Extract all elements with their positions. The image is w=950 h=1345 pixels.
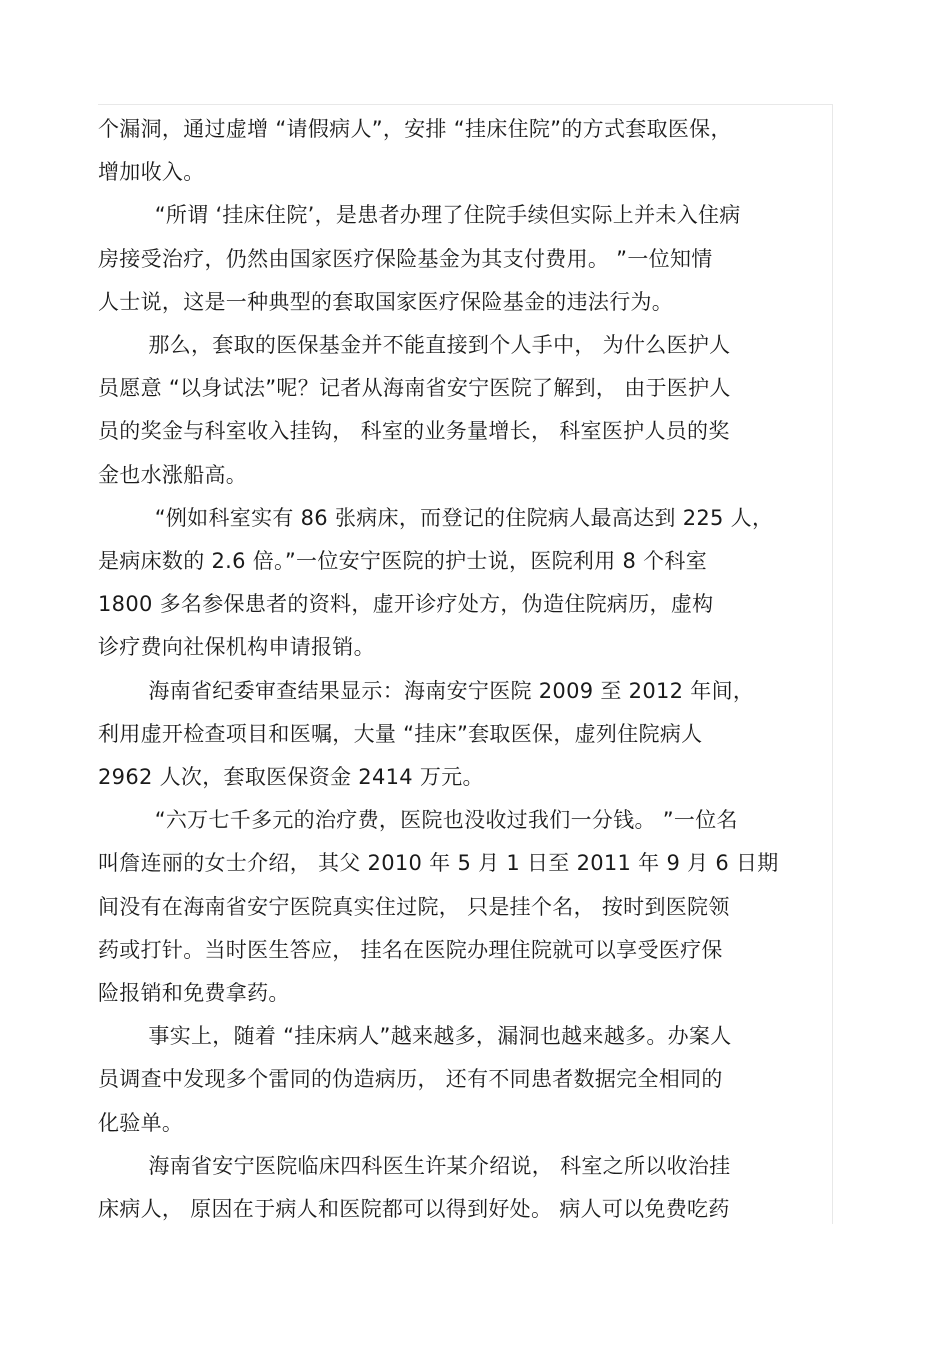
text-line: 海南省纪委审查结果显示：海南安宁医院 2009 至 2012 年间， bbox=[148, 678, 755, 703]
text-line: 那么，套取的医保基金并不能直接到个人手中， 为什么医护人 bbox=[148, 333, 731, 358]
text-line: 人士说，这是一种典型的套取国家医疗保险基金的违法行为。 bbox=[98, 289, 674, 314]
text-line: 叫詹连丽的女士介绍， 其父 2010 年 5 月 1 日至 2011 年 9 月 6 日期 bbox=[98, 851, 779, 876]
text-line: “所谓 ‘挂床住院’，是患者办理了住院手续但实际上并未入住病 bbox=[154, 203, 741, 228]
text-line: 员愿意 “以身试法”呢？记者从海南省安宁医院了解到， 由于医护人 bbox=[98, 376, 731, 401]
text-line: 员的奖金与科室收入挂钩， 科室的业务量增长， 科室医护人员的奖 bbox=[98, 419, 730, 444]
text-line: 海南省安宁医院临床四科医生许某介绍说， 科室之所以收治挂 bbox=[148, 1153, 731, 1178]
text-line: 员调查中发现多个雷同的伪造病历， 还有不同患者数据完全相同的 bbox=[98, 1067, 723, 1092]
text-line: 化验单。 bbox=[98, 1110, 184, 1135]
text-line: 险报销和免费拿药。 bbox=[98, 981, 290, 1006]
text-line: 增加收入。 bbox=[98, 160, 205, 185]
text-line: 诊疗费向社保机构申请报销。 bbox=[98, 635, 375, 660]
document-body bbox=[98, 108, 833, 1231]
text-line: 间没有在海南省安宁医院真实住过院， 只是挂个名， 按时到医院领 bbox=[98, 894, 730, 919]
text-line: 房接受治疗，仍然由国家医疗保险基金为其支付费用。 ”一位知情 bbox=[98, 246, 713, 271]
text-line: 金也水涨船高。 bbox=[98, 462, 248, 487]
text-line: 药或打针。当时医生答应， 挂名在医院办理住院就可以享受医疗保 bbox=[98, 937, 723, 962]
text-line: 是病床数的 2.6 倍。”一位安宁医院的护士说，医院利用 8 个科室 bbox=[98, 549, 708, 574]
text-line: 事实上，随着 “挂床病人”越来越多，漏洞也越来越多。办案人 bbox=[148, 1024, 732, 1049]
text-line: 2962 人次，套取医保资金 2414 万元。 bbox=[98, 765, 484, 790]
text-line: 个漏洞，通过虚增 “请假病人”，安排 “挂床住院”的方式套取医保， bbox=[98, 117, 732, 141]
text-line: “例如科室实有 86 张病床，而登记的住院病人最高达到 225 人， bbox=[154, 505, 774, 530]
text-line: 床病人， 原因在于病人和医院都可以得到好处。 病人可以免费吃药 bbox=[98, 1197, 730, 1222]
text-line: 1800 多名参保患者的资料，虚开诊疗处方，伪造住院病历，虚构 bbox=[98, 592, 714, 617]
text-line: “六万七千多元的治疗费，医院也没收过我们一分钱。 ”一位名 bbox=[154, 808, 738, 833]
text-line: 利用虚开检查项目和医嘱，大量 “挂床”套取医保，虚列住院病人 bbox=[98, 721, 703, 746]
